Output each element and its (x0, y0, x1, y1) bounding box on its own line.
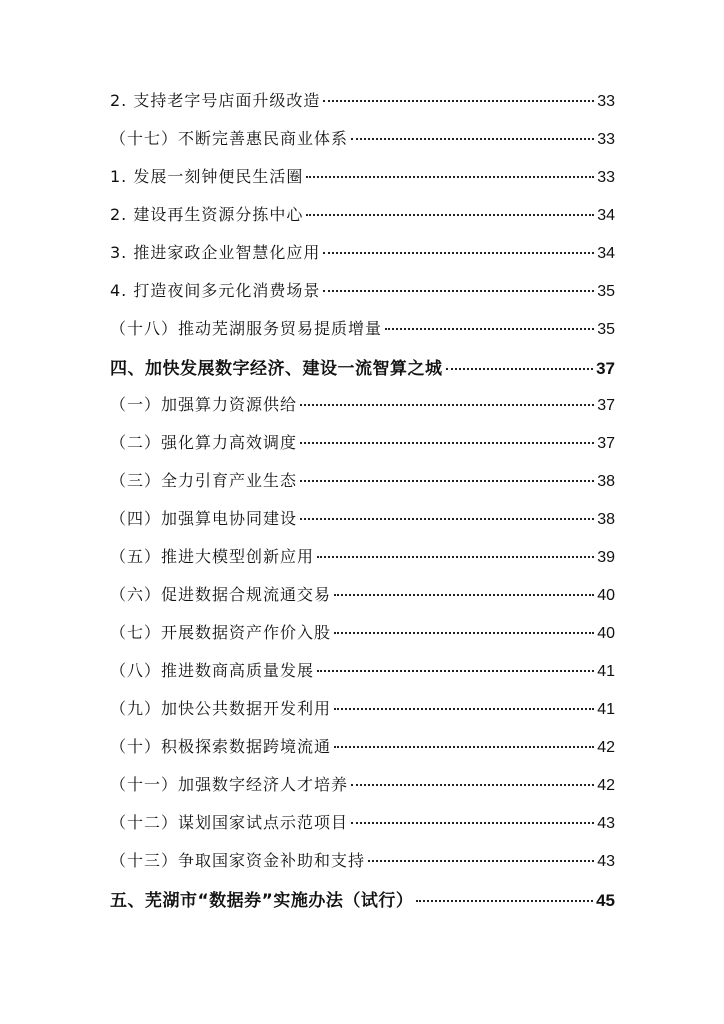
toc-entry-title: （三）全力引育产业生态 (110, 471, 298, 490)
toc-entry-title: 五、芜湖市“数据券”实施办法（试行） (110, 891, 414, 911)
toc-entry[interactable] (110, 734, 615, 772)
toc-entry-page-number: 35 (597, 283, 615, 300)
toc-entry[interactable] (110, 886, 615, 924)
toc-entry-title: （五）推进大模型创新应用 (110, 547, 315, 566)
toc-entry[interactable] (110, 696, 615, 734)
toc-entry-page-number: 37 (597, 435, 615, 452)
toc-entry[interactable] (110, 392, 615, 430)
toc-entry-title: 2. 建设再生资源分拣中心 (110, 205, 304, 224)
dot-leader (351, 822, 594, 824)
toc-entry-page-number: 37 (596, 359, 615, 378)
toc-entry[interactable] (110, 278, 615, 316)
toc-entry-title: （九）加快公共数据开发利用 (110, 699, 332, 718)
toc-entry-title: （一）加强算力资源供给 (110, 395, 298, 414)
dot-leader (306, 214, 594, 216)
dot-leader (300, 442, 594, 444)
dot-leader (306, 176, 594, 178)
toc-entry[interactable] (110, 582, 615, 620)
toc-entry-page-number: 33 (597, 131, 615, 148)
toc-entry-page-number: 34 (597, 245, 615, 262)
toc-entry-page-number: 41 (597, 663, 615, 680)
toc-entry-page-number: 39 (597, 549, 615, 566)
dot-leader (334, 708, 594, 710)
dot-leader (334, 632, 594, 634)
dot-leader (300, 518, 594, 520)
toc-entry[interactable] (110, 506, 615, 544)
toc-entry[interactable] (110, 620, 615, 658)
dot-leader (368, 860, 594, 862)
toc-entry-page-number: 38 (597, 511, 615, 528)
dot-leader (317, 670, 594, 672)
dot-leader (300, 404, 594, 406)
dot-leader (351, 138, 594, 140)
toc-entry-title: （四）加强算电协同建设 (110, 509, 298, 528)
toc-entry[interactable] (110, 316, 615, 354)
toc-entry-title: （十八）推动芜湖服务贸易提质增量 (110, 319, 383, 338)
toc-entry-page-number: 42 (597, 739, 615, 756)
toc-entry[interactable] (110, 202, 615, 240)
toc-entry-page-number: 40 (597, 587, 615, 604)
dot-leader (300, 480, 594, 482)
dot-leader (385, 328, 594, 330)
dot-leader (317, 556, 594, 558)
toc-entry-page-number: 38 (597, 473, 615, 490)
dot-leader (446, 368, 594, 370)
toc-entry-title: 3. 推进家政企业智慧化应用 (110, 243, 321, 262)
dot-leader (416, 900, 593, 902)
toc-entry-page-number: 45 (596, 891, 615, 910)
dot-leader (323, 290, 594, 292)
toc-entry[interactable] (110, 240, 615, 278)
toc-entry[interactable] (110, 88, 615, 126)
toc-entry-title: （十二）谋划国家试点示范项目 (110, 813, 349, 832)
toc-entry[interactable] (110, 126, 615, 164)
toc-entry-title: 1. 发展一刻钟便民生活圈 (110, 167, 304, 186)
dot-leader (323, 252, 594, 254)
toc-entry-page-number: 41 (597, 701, 615, 718)
toc-entry-page-number: 43 (597, 815, 615, 832)
toc-entry[interactable] (110, 810, 615, 848)
dot-leader (351, 784, 594, 786)
toc-entry-title: 2. 支持老字号店面升级改造 (110, 91, 321, 110)
toc-entry-title: （八）推进数商高质量发展 (110, 661, 315, 680)
table-of-contents (110, 88, 615, 924)
toc-entry-page-number: 35 (597, 321, 615, 338)
toc-entry-page-number: 34 (597, 207, 615, 224)
toc-entry[interactable] (110, 164, 615, 202)
toc-entry[interactable] (110, 772, 615, 810)
toc-entry-title: （二）强化算力高效调度 (110, 433, 298, 452)
toc-entry-title: （七）开展数据资产作价入股 (110, 623, 332, 642)
toc-entry[interactable] (110, 468, 615, 506)
toc-entry-page-number: 40 (597, 625, 615, 642)
toc-entry-title: 4. 打造夜间多元化消费场景 (110, 281, 321, 300)
toc-entry-page-number: 37 (597, 397, 615, 414)
toc-entry-page-number: 42 (597, 777, 615, 794)
toc-entry[interactable] (110, 354, 615, 392)
dot-leader (334, 594, 594, 596)
toc-entry-title: （十一）加强数字经济人才培养 (110, 775, 349, 794)
toc-entry-page-number: 43 (597, 853, 615, 870)
toc-entry-title: （十三）争取国家资金补助和支持 (110, 851, 366, 870)
toc-entry[interactable] (110, 430, 615, 468)
toc-entry-title: （十）积极探索数据跨境流通 (110, 737, 332, 756)
dot-leader (323, 100, 594, 102)
toc-entry-title: 四、加快发展数字经济、建设一流智算之城 (110, 359, 443, 379)
toc-entry-title: （六）促进数据合规流通交易 (110, 585, 332, 604)
toc-entry[interactable] (110, 848, 615, 886)
dot-leader (334, 746, 594, 748)
toc-entry[interactable] (110, 658, 615, 696)
toc-entry-page-number: 33 (597, 169, 615, 186)
toc-entry-page-number: 33 (597, 93, 615, 110)
toc-entry-title: （十七）不断完善惠民商业体系 (110, 129, 349, 148)
toc-entry[interactable] (110, 544, 615, 582)
